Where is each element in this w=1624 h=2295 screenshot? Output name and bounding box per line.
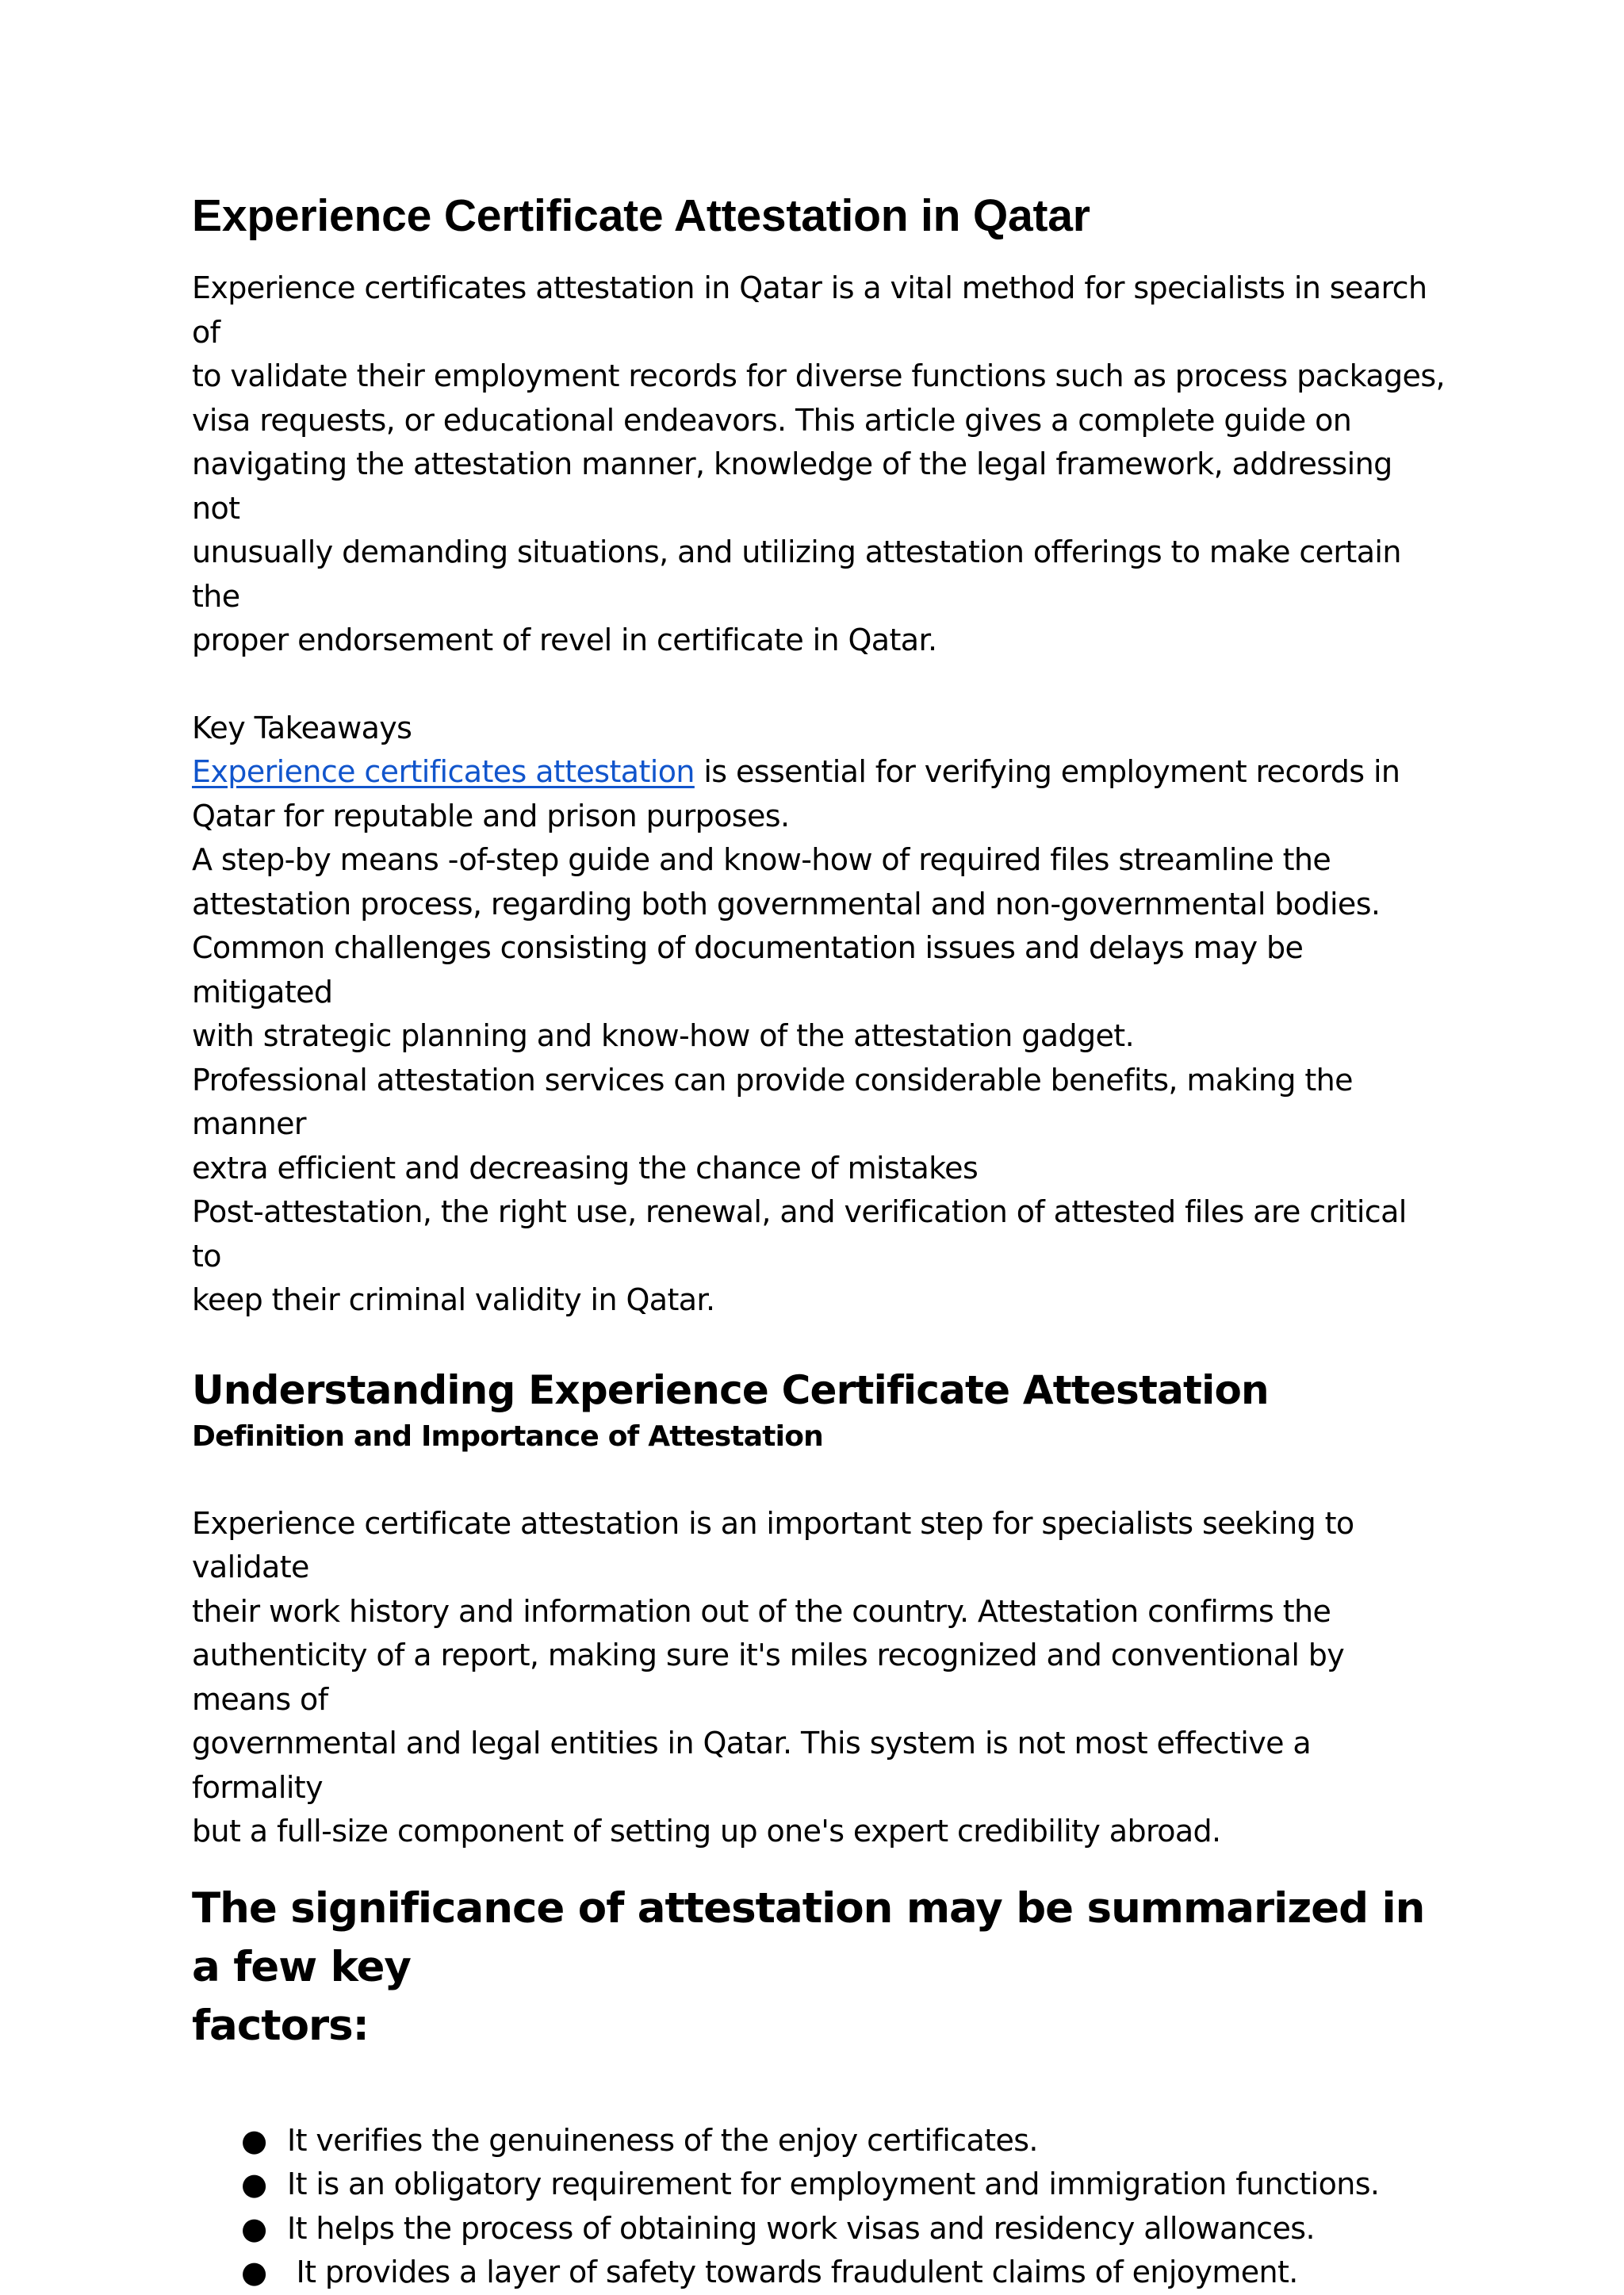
significance-heading-line: The significance of attestation may be summarized in a few key: [192, 1883, 1425, 1991]
list-item-text: It helps the process of obtaining work visas and residency allowances.: [287, 2210, 1315, 2246]
key-takeaways-line: Post-attestation, the right use, renewal, and verification of attested files are critical to: [192, 1194, 1407, 1274]
intro-line: to validate their employment records for diverse functions such as process packages,: [192, 358, 1446, 393]
key-takeaways-line: A step-by means -of-step guide and know-how of required files streamline the: [192, 842, 1331, 877]
key-takeaways: [192, 707, 1445, 1323]
key-takeaways-line: Professional attestation services can provide considerable benefits, making the manner: [192, 1062, 1353, 1141]
list-item: [192, 2119, 1445, 2163]
key-takeaways-line: keep their criminal validity in Qatar.: [192, 1282, 715, 1317]
definition-line: governmental and legal entities in Qatar. This system is not most effective a formality: [192, 1726, 1312, 1805]
list-item: [192, 2251, 1445, 2295]
list-item: [192, 2207, 1445, 2251]
list-item-text: It provides a layer of safety towards fraudulent claims of enjoyment.: [287, 2255, 1298, 2289]
definition-paragraph: [192, 1502, 1445, 1854]
definition-line: but a full-size component of setting up one's expert credibility abroad.: [192, 1814, 1221, 1849]
key-takeaways-line: Common challenges consisting of documentation issues and delays may be mitigated: [192, 930, 1304, 1010]
bullet-icon: ●: [241, 2210, 267, 2246]
key-takeaways-first-line-rest: is essential for verifying employment records in: [694, 754, 1400, 789]
key-takeaways-first-line: [192, 750, 1445, 795]
intro-paragraph: [192, 266, 1445, 663]
spacer: [192, 2056, 1445, 2119]
definition-line: Experience certificate attestation is an important step for specialists seeking to validate: [192, 1505, 1354, 1584]
spacer: [192, 1456, 1445, 1502]
key-takeaways-line: extra efficient and decreasing the chance of mistakes: [192, 1150, 979, 1186]
definition-line: authenticity of a report, making sure it's miles recognized and conventional by means of: [192, 1638, 1345, 1717]
section-subheading: Definition and Importance of Attestation: [192, 1420, 823, 1453]
significance-list: [192, 2119, 1445, 2295]
significance-heading: [192, 1879, 1445, 2056]
key-takeaways-line: Qatar for reputable and prison purposes.: [192, 798, 790, 833]
key-takeaways-line: attestation process, regarding both governmental and non-governmental bodies.: [192, 886, 1381, 921]
intro-line: unusually demanding situations, and utilizing attestation offerings to make certain the: [192, 534, 1401, 614]
key-takeaways-heading: Key Takeaways: [192, 710, 412, 745]
intro-line: proper endorsement of revel in certificate in Qatar.: [192, 623, 937, 657]
spacer: [192, 1323, 1445, 1362]
intro-line: navigating the attestation manner, knowledge of the legal framework, addressing not: [192, 446, 1392, 526]
document-page: [192, 181, 1445, 2295]
list-item-text: It verifies the genuineness of the enjoy certificates.: [287, 2122, 1038, 2158]
significance-heading-line: factors:: [192, 2001, 369, 2050]
attestation-link[interactable]: Experience certificates attestation: [192, 754, 695, 789]
bullet-icon: ●: [241, 2167, 267, 2201]
document-title: Experience Certificate Attestation in Qatar: [192, 190, 1090, 241]
definition-line: their work history and information out of the country. Attestation confirms the: [192, 1593, 1331, 1629]
intro-line: Experience certificates attestation in Qatar is a vital method for specialists in search of: [192, 270, 1427, 350]
bullet-icon: ●: [241, 2255, 267, 2289]
list-item: [192, 2163, 1445, 2207]
key-takeaways-line: with strategic planning and know-how of the attestation gadget.: [192, 1018, 1135, 1053]
list-item-text: It is an obligatory requirement for employment and immigration functions.: [287, 2167, 1380, 2201]
section-heading: Understanding Experience Certificate Attestation: [192, 1366, 1269, 1413]
bullet-icon: ●: [241, 2122, 267, 2158]
spacer: [192, 663, 1445, 707]
intro-line: visa requests, or educational endeavors. This article gives a complete guide on: [192, 402, 1352, 438]
spacer: [192, 1854, 1445, 1879]
